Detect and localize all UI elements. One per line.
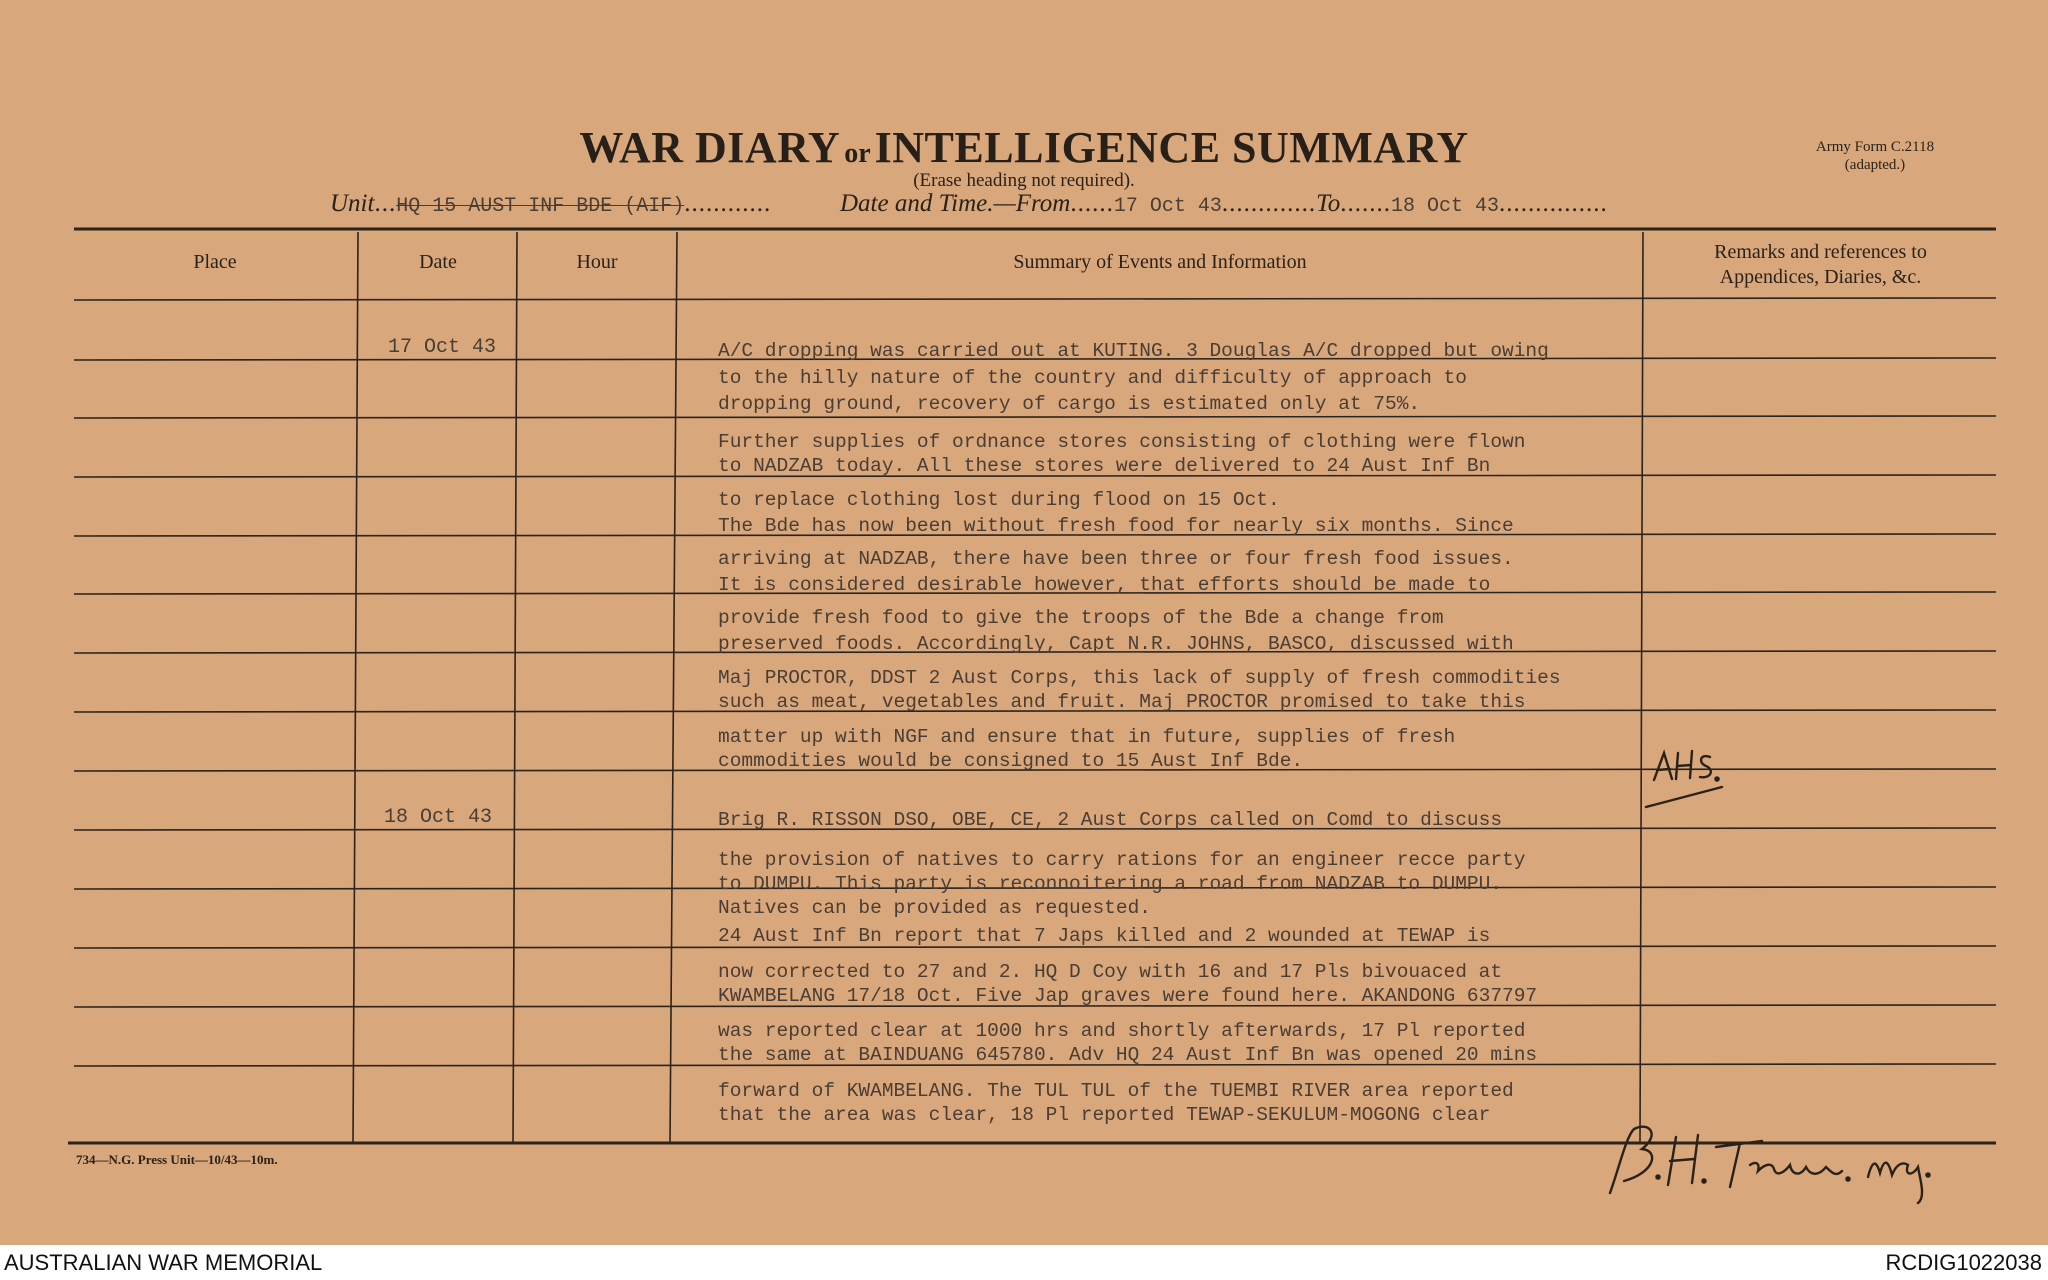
summary-line: provide fresh food to give the troops of the Bde a change from	[718, 607, 1444, 629]
unit-label: Unit	[330, 190, 375, 217]
column-header-summary: Summary of Events and Information	[1013, 251, 1307, 273]
title-intelligence-summary: INTELLIGENCE SUMMARY	[874, 123, 1469, 172]
title-war-diary: WAR DIARY	[579, 123, 841, 172]
column-header-place: Place	[193, 251, 237, 273]
column-header-remarks	[1643, 240, 1998, 290]
date-entry-17-oct: 17 Oct 43	[388, 336, 497, 359]
archive-institution: AUSTRALIAN WAR MEMORIAL	[4, 1250, 323, 1275]
summary-line: arriving at NADZAB, there have been three or four fresh food issues.	[718, 548, 1514, 570]
summary-line: to the hilly nature of the country and difficulty of approach to	[718, 367, 1467, 389]
date-time-field: Date and Time.—From......17 Oct 43.............To.......18 Oct 43...............	[840, 190, 1608, 218]
summary-line: Brig R. RISSON DSO, OBE, CE, 2 Aust Corps called on Comd to discuss	[718, 809, 1503, 831]
summary-line: to NADZAB today. All these stores were delivered to 24 Aust Inf Bn	[718, 455, 1491, 477]
summary-line: now corrected to 27 and 2. HQ D Coy with 16 and 17 Pls bivouaced at	[718, 961, 1503, 983]
handwritten-initials	[1640, 735, 1730, 815]
summary-line: preserved foods. Accordingly, Capt N.R. JOHNS, BASCO, discussed with	[718, 633, 1514, 655]
summary-line: Further supplies of ordnance stores consisting of clothing were flown	[718, 431, 1526, 453]
row-rule	[74, 298, 1996, 300]
summary-line: the same at BAINDUANG 645780. Adv HQ 24 Aust Inf Bn was opened 20 mins	[718, 1044, 1538, 1066]
summary-line: The Bde has now been without fresh food for nearly six months. Since	[718, 515, 1514, 537]
column-header-hour: Hour	[576, 251, 618, 273]
summary-line: Maj PROCTOR, DDST 2 Aust Corps, this lack of supply of fresh commodities	[718, 667, 1561, 689]
summary-line: commodities would be consigned to 15 Aust Inf Bde.	[718, 750, 1304, 772]
to-value: 18 Oct 43	[1390, 195, 1499, 218]
remarks-header-line1: Remarks and references to	[1714, 241, 1927, 263]
unit-field: Unit...HQ 15 AUST INF BDE (AIF)............	[330, 190, 772, 218]
summary-line: was reported clear at 1000 hrs and shortly afterwards, 17 Pl reported	[718, 1020, 1526, 1042]
row-rule	[74, 416, 1996, 418]
remarks-header-line2: Appendices, Diaries, &c.	[1719, 266, 1922, 288]
army-form-note: (adapted.)	[1844, 157, 1906, 173]
summary-line: dropping ground, recovery of cargo is estimated only at 75%.	[718, 393, 1421, 415]
unit-value: HQ 15 AUST INF BDE (AIF)	[396, 195, 685, 218]
summary-line: such as meat, vegetables and fruit. Maj PROCTOR promised to take this	[718, 691, 1526, 713]
army-form-number: Army Form C.2118	[1815, 139, 1935, 155]
column-rule-summary-remarks	[1640, 232, 1643, 1143]
summary-line: that the area was clear, 18 Pl reported TEWAP-SEKULUM-MOGONG clear	[718, 1104, 1491, 1126]
handwritten-signature	[1590, 1115, 1990, 1205]
erase-note: (Erase heading not required).	[913, 170, 1135, 191]
column-header-date: Date	[419, 251, 457, 273]
summary-line: the provision of natives to carry rations for an engineer recce party	[718, 849, 1526, 871]
title-or: or	[844, 138, 871, 169]
printer-note: 734—N.G. Press Unit—10/43—10m.	[76, 1152, 278, 1167]
summary-line: to DUMPU. This party is reconnoitering a road from NADZAB to DUMPU.	[718, 873, 1503, 895]
summary-line: to replace clothing lost during flood on 15 Oct.	[718, 489, 1280, 511]
date-entry-18-oct: 18 Oct 43	[384, 806, 493, 829]
summary-line: It is considered desirable however, that efforts should be made to	[718, 574, 1491, 596]
summary-line: KWAMBELANG 17/18 Oct. Five Jap graves were found here. AKANDONG 637797	[718, 985, 1538, 1007]
summary-line: A/C dropping was carried out at KUTING. 3 Douglas A/C dropped but owing	[718, 340, 1549, 362]
summary-line: Natives can be provided as requested.	[718, 897, 1151, 919]
summary-line: forward of KWAMBELANG. The TUL TUL of the TUEMBI RIVER area reported	[718, 1080, 1514, 1102]
date-time-label: Date and Time.—From	[840, 190, 1071, 217]
summary-line: 24 Aust Inf Bn report that 7 Japs killed and 2 wounded at TEWAP is	[718, 925, 1491, 947]
from-value: 17 Oct 43	[1113, 195, 1222, 218]
archive-reference: RCDIG1022038	[1885, 1250, 2042, 1275]
to-label: To	[1316, 190, 1341, 217]
summary-line: matter up with NGF and ensure that in future, supplies of fresh	[718, 726, 1456, 748]
